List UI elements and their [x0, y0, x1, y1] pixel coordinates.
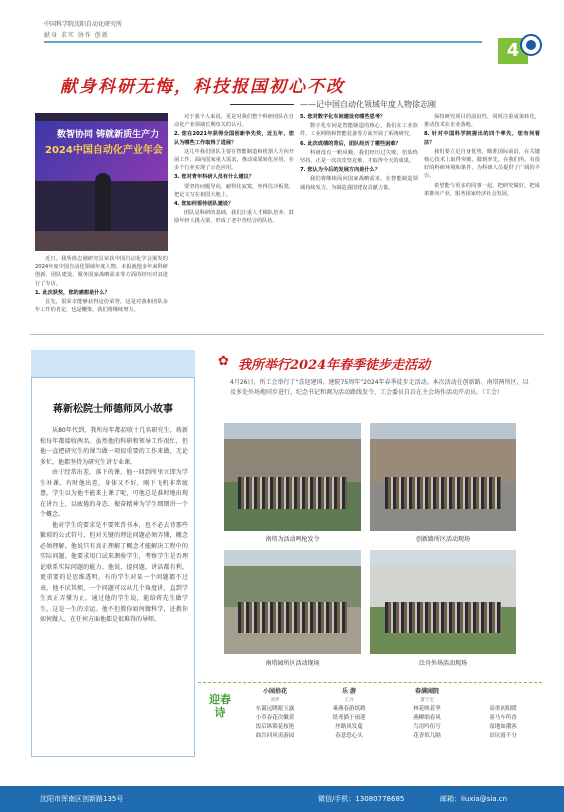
poem-3 [394, 687, 460, 741]
photo-caption: 创新路所区活动现场 [415, 536, 470, 543]
photo-caption: 南塔园所区活动现场 [265, 660, 320, 667]
paragraph: 这几年我们团队主要在智能制造和机器人方向开展工作，面向国家重大需求，推动成果转化应用，在多个行业实现了示范应用。 [174, 148, 294, 172]
poem-line: 春意恐心头 [335, 733, 363, 739]
motto: 献身 求实 协作 创新 [44, 32, 109, 39]
poem-line: 童马车所香 [489, 715, 517, 721]
poem-line: 湿地如潮客 [489, 724, 517, 730]
question: 5. 您对数字化车间建设有哪些思考？ [300, 114, 386, 120]
poem-title: 春满园院 [414, 688, 439, 695]
poem-line: 东篱远眺眼玉露 [255, 706, 295, 712]
poem-line: 燕柳细春风 [413, 715, 441, 721]
event-photo-2 [370, 423, 516, 531]
question: 1. 此次获奖，您的感想是什么？ [35, 289, 110, 296]
poem-title: 小园拾花 [262, 688, 287, 695]
paragraph: 首先，很荣幸能够获得这份荣誉，这是对我和团队多年工作的肯定，也是鞭策，我们将继续努力。 [35, 299, 168, 314]
poem-line: 乘燕春游纸鹤 [332, 706, 366, 712]
feature-column-2 [174, 113, 294, 227]
poem-section [198, 682, 542, 763]
question: 4. 您如何看待团队建设？ [174, 201, 234, 208]
paragraph: 希望能与更多的同事一起，把研究做好，把成果推向产业，服务国家经济社会发展。 [424, 182, 540, 197]
poem-line: 高重初阳暖 [489, 706, 517, 712]
story-body [40, 426, 188, 626]
poem-1 [242, 687, 308, 741]
paragraph: 数字化车间是智能制造的核心，我们在工业软件、工业网络和智能装备等方面开展了系统研究。 [300, 123, 418, 138]
paragraph: 要坚持问题导向，耐得住寂寞，坐得住冷板凳，把论文写在祖国大地上。 [174, 183, 294, 198]
footer-address: 沈阳市浑南区创新路135号 [40, 795, 124, 803]
event-intro: 4月26日，所工会举行了“喜迎建国、建院75周年”2024年春季徒步走活动。本次活动在创新路、南塔两所区，以及多处外场地同步进行，纪念书记和调为活动路线发令，工会委员自岩在主会场作活动开动员。（工会） [230, 379, 529, 396]
poem-author: 王丹 [344, 698, 354, 703]
story-title: 蒋新松院士师德师风小故事 [53, 404, 173, 415]
poem-4 [470, 705, 536, 741]
paragraph: 由于经常出差，落下的课，他一回到所里立即为学生补课。有时他出差，身体又不好，刚下飞机非常疲惫，学生以为他不能来上课了呢，可他总是准时地出现在讲台上，以疲倦的身态，振奋精神为学生细细讲一个个概念。 [40, 469, 188, 518]
poem-line: 鸟语吟伍写 [413, 724, 441, 730]
paragraph: 从80年代到，我所每年都招收十几名研究生，蒋新松每年都接收两名。虽然他的科研和领导工作很忙，但他一直把研究生的课当做一项很重要的工作来做。无论多忙，他都坚持为研究生讲专业课。 [40, 427, 188, 466]
masthead-rule [44, 41, 482, 43]
paragraph: 团队是科研的基础，我们注重人才梯队培养，鼓励年轻人挑大梁，形成了老中青结合的队伍。 [174, 210, 294, 225]
poem-line: 曲告回风夷游园 [255, 733, 295, 739]
footer-bar [0, 786, 564, 812]
subtitle-rule [230, 104, 294, 105]
footer-contact: 微信/手机：13080778685 [318, 795, 405, 803]
feature-subtitle: ——记中国自动化领域年度人物徐志刚 [300, 100, 436, 109]
question: 3. 您对青年科研人员有什么建议？ [174, 174, 255, 181]
paragraph: 我们要立足自身优势，瞄准国际前沿，在关键核心技术上取得突破，做到率先。在我们所，有很好的科研环境和条件，为科研人员提供了广阔的平台。 [424, 148, 540, 180]
poem-line: 林花映着坚 [413, 706, 441, 712]
paragraph: 对于我个人来说，更是对我们整个科研团队在自动化产业领域长期攻关的认可。 [174, 114, 294, 129]
question: 2. 您在2021年获得全国创新争先奖，近五年，您认为哪些工作取得了进展？ [174, 131, 294, 146]
page-number: 4 [498, 38, 528, 64]
masthead [0, 0, 564, 64]
poem-line: 纸鸢猫于雨迎 [332, 715, 366, 721]
poem-line: 花香似几隔 [413, 733, 441, 739]
walking-icon: ✿ [218, 354, 229, 369]
poem-author: 刘乔 [270, 698, 280, 703]
paragraph: 近日，我所徐志刚研究员荣获中国自动化学会颁发的2024年度中国自动化领域年度人物。本报就他多年来科研创新、团队建设、服务国家战略需求等方面的经历对其进行了专访。 [35, 256, 168, 287]
footer-email: 邮箱：liuxia@sia.cn [440, 795, 508, 803]
event-photo-3 [224, 550, 361, 654]
event-photo-4 [370, 550, 516, 654]
poem-line: 丝路风发蔓 [335, 724, 363, 730]
poem-line: 饭后纵锁花枝艳 [255, 724, 295, 730]
feature-column-4 [424, 113, 540, 199]
stage-floor [35, 231, 168, 251]
story-box [31, 377, 195, 757]
org-name: 中国科学院沈阳自动化研究所 [44, 21, 123, 28]
poem-title: 乐 游 [341, 688, 357, 695]
event-photo-1 [224, 423, 361, 531]
poem-heading: 迎春诗 [209, 693, 231, 719]
poem-author: 萧兰宝 [420, 698, 434, 703]
feature-column-1 [35, 255, 168, 315]
photo-caption: 泛舟外场活动现场 [418, 660, 467, 667]
paragraph: 科研没有一帆风顺，我们经历过失败，但始终坚持，正是一次次攻坚克难，才取得今天的成果。 [300, 149, 418, 165]
paragraph: 保持研究项目的前沿性，同时注重成果转化，推动技术在企业落地。 [424, 114, 540, 129]
paragraph: 我们将继续面向国家战略需求，在智能制造领域持续发力，为制造强国建设贡献力量。 [300, 176, 418, 191]
question: 6. 此次成绩的背后，团队经历了哪些困难？ [300, 140, 401, 147]
award-photo [35, 113, 168, 251]
question: 7. 您认为今后的发展方向是什么？ [300, 167, 381, 174]
poem-line: 田坑霞不分 [489, 733, 517, 739]
paragraph: 他对学生的要求是不要死背书本，也不必去背那些繁琐的公式符号，但对关键的理论问题必须弄懂，概念必须理解。他说只有真正理解了概念才能解决工程中的实际问题。他要求用口试来测验学生，考察学生是否理论联系实际问题的能力。他说，提问题，讲话都有利，更重要的是思维透明，有的学生对某一个问题都不过表，他不厌其烦，一个问题可以从几个角度讲，直到学生真正弄懂为止。通过他的学生说，能给蒋先生做学生，这是一生的幸运。他不但教你如何做科学，还教你如何做人，在任何方面他都是很难得的导师。 [40, 521, 188, 623]
question: 8. 针对中国科学院提出的四个率先，您有何看法？ [424, 131, 540, 146]
story-header-band [31, 350, 195, 380]
feature-column-3 [300, 113, 418, 193]
section-divider [30, 334, 544, 335]
institute-logo-icon [520, 34, 542, 56]
photo-slogan: 数智协同 铸就新质生产力 [57, 130, 160, 140]
photo-event-name: 2024中国自动化产业年会 [45, 145, 163, 156]
photo-caption: 南塔为活动鸣枪发令 [265, 536, 320, 543]
poem-2 [316, 687, 382, 741]
feature-title: 献身科研无悔，科技报国初心不改 [60, 77, 345, 97]
event-title: 我所举行2024年春季徒步走活动 [238, 358, 431, 373]
poem-line: 小草春花次嫩黄 [255, 715, 295, 721]
